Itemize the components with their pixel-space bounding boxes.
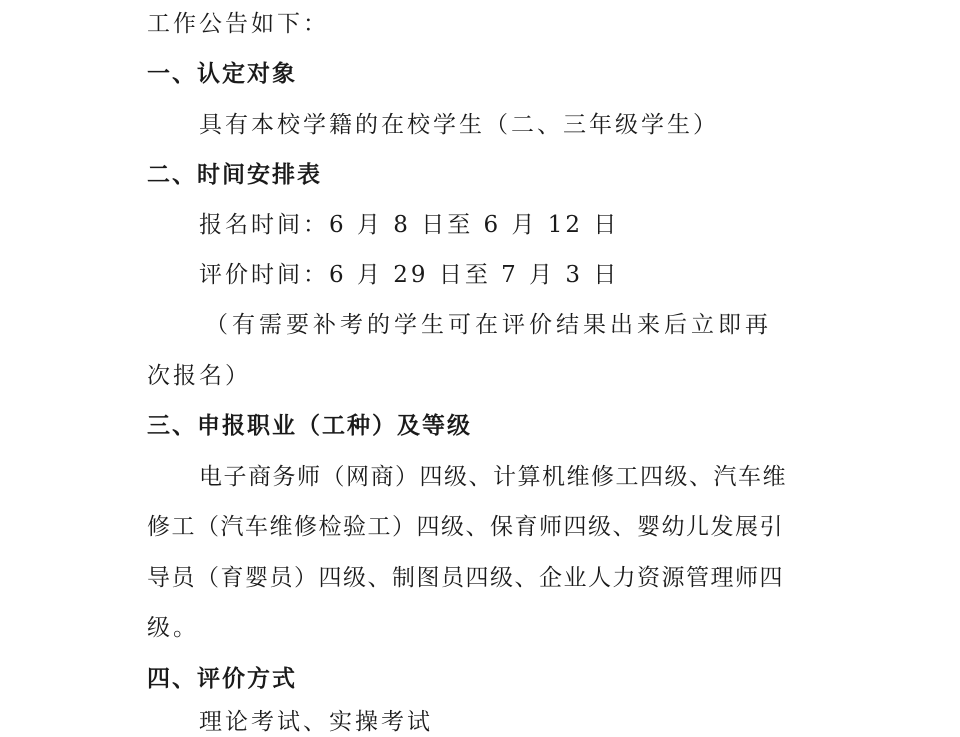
section-3-line-2: 修工（汽车维修检验工）四级、保育师四级、婴幼儿发展引: [147, 514, 784, 540]
section-3-line-3: 导员（育婴员）四级、制图员四级、企业人力资源管理师四: [147, 565, 784, 591]
section-heading-3: 三、申报职业（工种）及等级: [147, 413, 472, 439]
section-heading-4: 四、评价方式: [147, 666, 297, 692]
section-2-line-3: （有需要补考的学生可在评价结果出来后立即再: [205, 312, 772, 338]
section-3-line-1: 电子商务师（网商）四级、计算机维修工四级、汽车维: [199, 464, 787, 490]
section-heading-2: 二、时间安排表: [147, 162, 322, 188]
section-4-line-1: 理论考试、实操考试: [199, 709, 433, 735]
section-3-line-4: 级。: [147, 615, 199, 641]
intro-line: 工作公告如下：: [147, 11, 329, 37]
section-heading-1: 一、认定对象: [147, 61, 297, 87]
section-2-line-1: 报名时间：6 月 8 日至 6 月 12 日: [199, 212, 620, 238]
section-2-line-2: 评价时间：6 月 29 日至 7 月 3 日: [199, 262, 620, 288]
section-1-line-1: 具有本校学籍的在校学生（二、三年级学生）: [199, 112, 719, 138]
section-2-line-4: 次报名）: [147, 363, 251, 389]
